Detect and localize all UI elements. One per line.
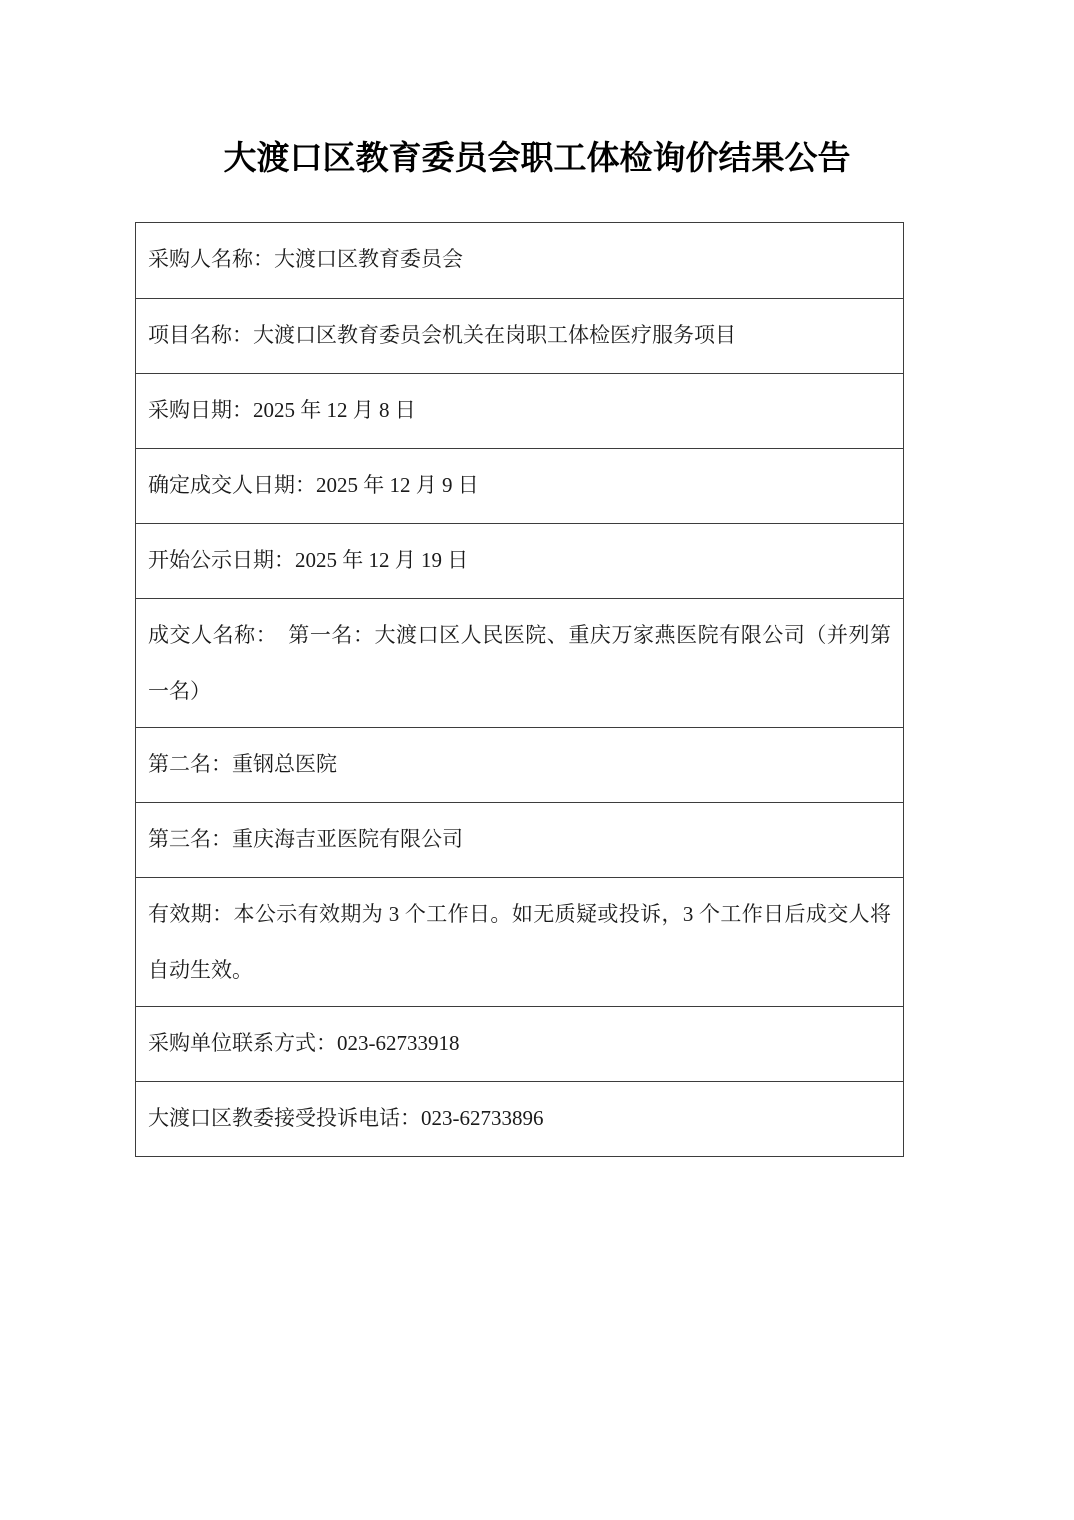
table-row-winner-first: 成交人名称： 第一名：大渡口区人民医院、重庆万家燕医院有限公司（并列第一名） [136,598,903,727]
table-row-purchaser-name: 采购人名称：大渡口区教育委员会 [148,247,463,271]
table-row-winner-second: 第二名：重钢总医院 [136,727,903,802]
table-row-validity-period: 有效期：本公示有效期为 3 个工作日。如无质疑或投诉，3 个工作日后成交人将自动生效。 [136,877,903,1006]
table-row-project-name: 项目名称：大渡口区教育委员会机关在岗职工体检医疗服务项目 [136,298,903,373]
table-row-award-date: 确定成交人日期：2025 年 12 月 9 日 [136,448,903,523]
announcement-table [135,222,904,1157]
table-row-publicity-start-date: 开始公示日期：2025 年 12 月 19 日 [136,523,903,598]
table-row-purchaser-contact: 采购单位联系方式：023-62733918 [136,1006,903,1081]
table-row-winner-third: 第三名：重庆海吉亚医院有限公司 [136,802,903,877]
page-title: 大渡口区教育委员会职工体检询价结果公告 [223,141,851,177]
table-row-complaint-phone: 大渡口区教委接受投诉电话：023-62733896 [136,1081,903,1156]
table-row-purchase-date: 采购日期：2025 年 12 月 8 日 [136,373,903,448]
